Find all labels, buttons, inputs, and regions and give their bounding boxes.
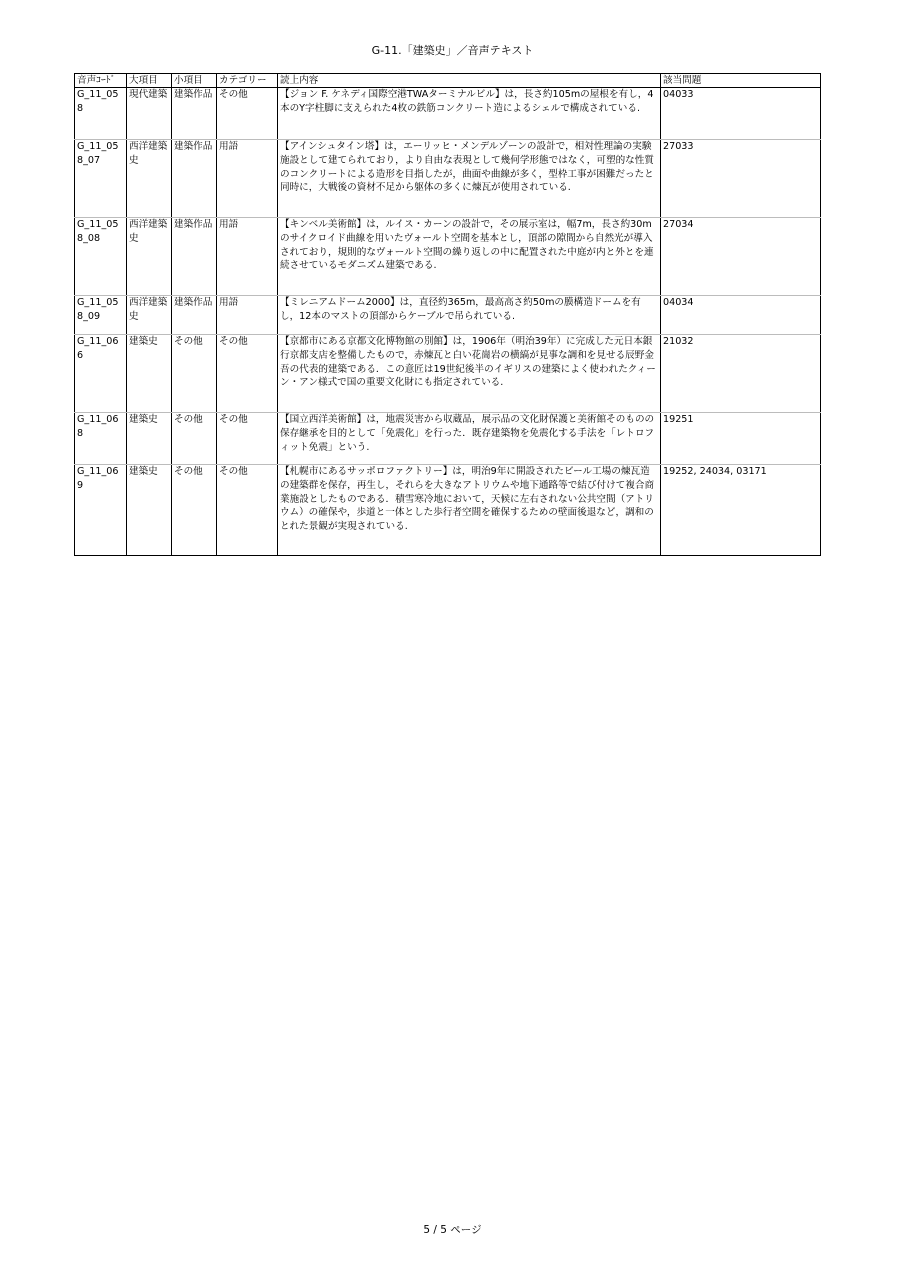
column-header-code: 音声ｺｰﾄﾞ	[75, 74, 127, 88]
column-header-content: 読上内容	[278, 74, 661, 88]
cell-questions: 04034	[661, 296, 821, 335]
cell-minor: その他	[172, 413, 217, 465]
cell-content: 【札幌市にあるサッポロファクトリー】は，明治9年に開設されたビール工場の煉瓦造の建築群を保存，再生し，それらを大きなアトリウムや地下通路等で結び付けて複合商業施設としたものである．積雪寒冷地において，天候に左右されない公共空間（アトリウム）の確保や，歩道と一体とした歩行者空間を確保するための壁面後退など，調和のとれた景観が実現されている.	[278, 465, 661, 556]
cell-content: 【ミレニアムドーム2000】は，直径約365m，最高高さ約50mの膜構造ドームを有し，12本のマストの頂部からケーブルで吊られている.	[278, 296, 661, 335]
cell-category: その他	[217, 88, 278, 140]
cell-code: G_11_058_09	[75, 296, 127, 335]
cell-minor: 建築作品	[172, 296, 217, 335]
table-row	[75, 465, 821, 556]
table-row	[75, 88, 821, 140]
table-row	[75, 218, 821, 296]
cell-major: 西洋建築史	[127, 218, 172, 296]
table-row	[75, 335, 821, 413]
cell-content: 【ジョン F. ケネディ国際空港TWAターミナルビル】は，長さ約105mの屋根を有し，4本のY字柱脚に支えられた4枚の鉄筋コンクリート造によるシェルで構成されている.	[278, 88, 661, 140]
column-header-minor: 小項目	[172, 74, 217, 88]
cell-major: 西洋建築史	[127, 140, 172, 218]
cell-minor: 建築作品	[172, 88, 217, 140]
column-header-questions: 該当問題	[661, 74, 821, 88]
table-row	[75, 140, 821, 218]
cell-minor: その他	[172, 465, 217, 556]
cell-questions: 04033	[661, 88, 821, 140]
cell-category: 用語	[217, 296, 278, 335]
cell-code: G_11_068	[75, 413, 127, 465]
cell-content: 【アインシュタイン塔】は，エーリッヒ・メンデルゾーンの設計で，相対性理論の実験施設として建てられており，より自由な表現として幾何学形態ではなく，可塑的な性質のコンクリートによる造形を目指したが，曲面や曲線が多く，型枠工事が困難だったと同時に，大戦後の資材不足から躯体の多くに煉瓦が使用されている.	[278, 140, 661, 218]
cell-questions: 19252, 24034, 03171	[661, 465, 821, 556]
cell-questions: 27033	[661, 140, 821, 218]
cell-category: 用語	[217, 218, 278, 296]
cell-major: 建築史	[127, 465, 172, 556]
cell-code: G_11_058	[75, 88, 127, 140]
cell-code: G_11_069	[75, 465, 127, 556]
column-header-major: 大項目	[127, 74, 172, 88]
cell-content: 【京都市にある京都文化博物館の別館】は，1906年（明治39年）に完成した元日本銀行京都支店を整備したもので，赤煉瓦と白い花崗岩の横縞が見事な調和を見せる辰野金吾の代表的建築である．この意匠は19世紀後半のイギリスの建築によく使われたクィーン・アン様式で国の重要文化財にも指定されている.	[278, 335, 661, 413]
document-title: G-11.「建築史」／音声テキスト	[371, 44, 534, 57]
cell-minor: 建築作品	[172, 140, 217, 218]
cell-minor: 建築作品	[172, 218, 217, 296]
cell-questions: 27034	[661, 218, 821, 296]
cell-code: G_11_058_08	[75, 218, 127, 296]
cell-code: G_11_066	[75, 335, 127, 413]
column-header-category: カテゴリー	[217, 74, 278, 88]
cell-major: 西洋建築史	[127, 296, 172, 335]
cell-category: その他	[217, 465, 278, 556]
cell-content: 【国立西洋美術館】は，地震災害から収蔵品，展示品の文化財保護と美術館そのものの保存継承を目的として「免震化」を行った．既存建築物を免震化する手法を「レトロフィット免震」という.	[278, 413, 661, 465]
cell-questions: 21032	[661, 335, 821, 413]
cell-content: 【キンベル美術館】は，ルイス・カーンの設計で，その展示室は，幅7m，長さ約30mのサイクロイド曲線を用いたヴォールト空間を基本とし，頂部の隙間から自然光が導入されており，規則的なヴォールト空間の繰り返しの中に配置された中庭が内と外とを連続させているモダニズム建築である.	[278, 218, 661, 296]
audio-text-table	[74, 73, 821, 556]
cell-category: その他	[217, 413, 278, 465]
cell-major: 現代建築	[127, 88, 172, 140]
table-row	[75, 296, 821, 335]
cell-questions: 19251	[661, 413, 821, 465]
cell-major: 建築史	[127, 413, 172, 465]
table-row	[75, 413, 821, 465]
cell-major: 建築史	[127, 335, 172, 413]
cell-category: 用語	[217, 140, 278, 218]
cell-minor: その他	[172, 335, 217, 413]
table-header-row	[75, 74, 821, 88]
cell-category: その他	[217, 335, 278, 413]
page-number: 5 / 5 ページ	[423, 1224, 482, 1236]
cell-code: G_11_058_07	[75, 140, 127, 218]
